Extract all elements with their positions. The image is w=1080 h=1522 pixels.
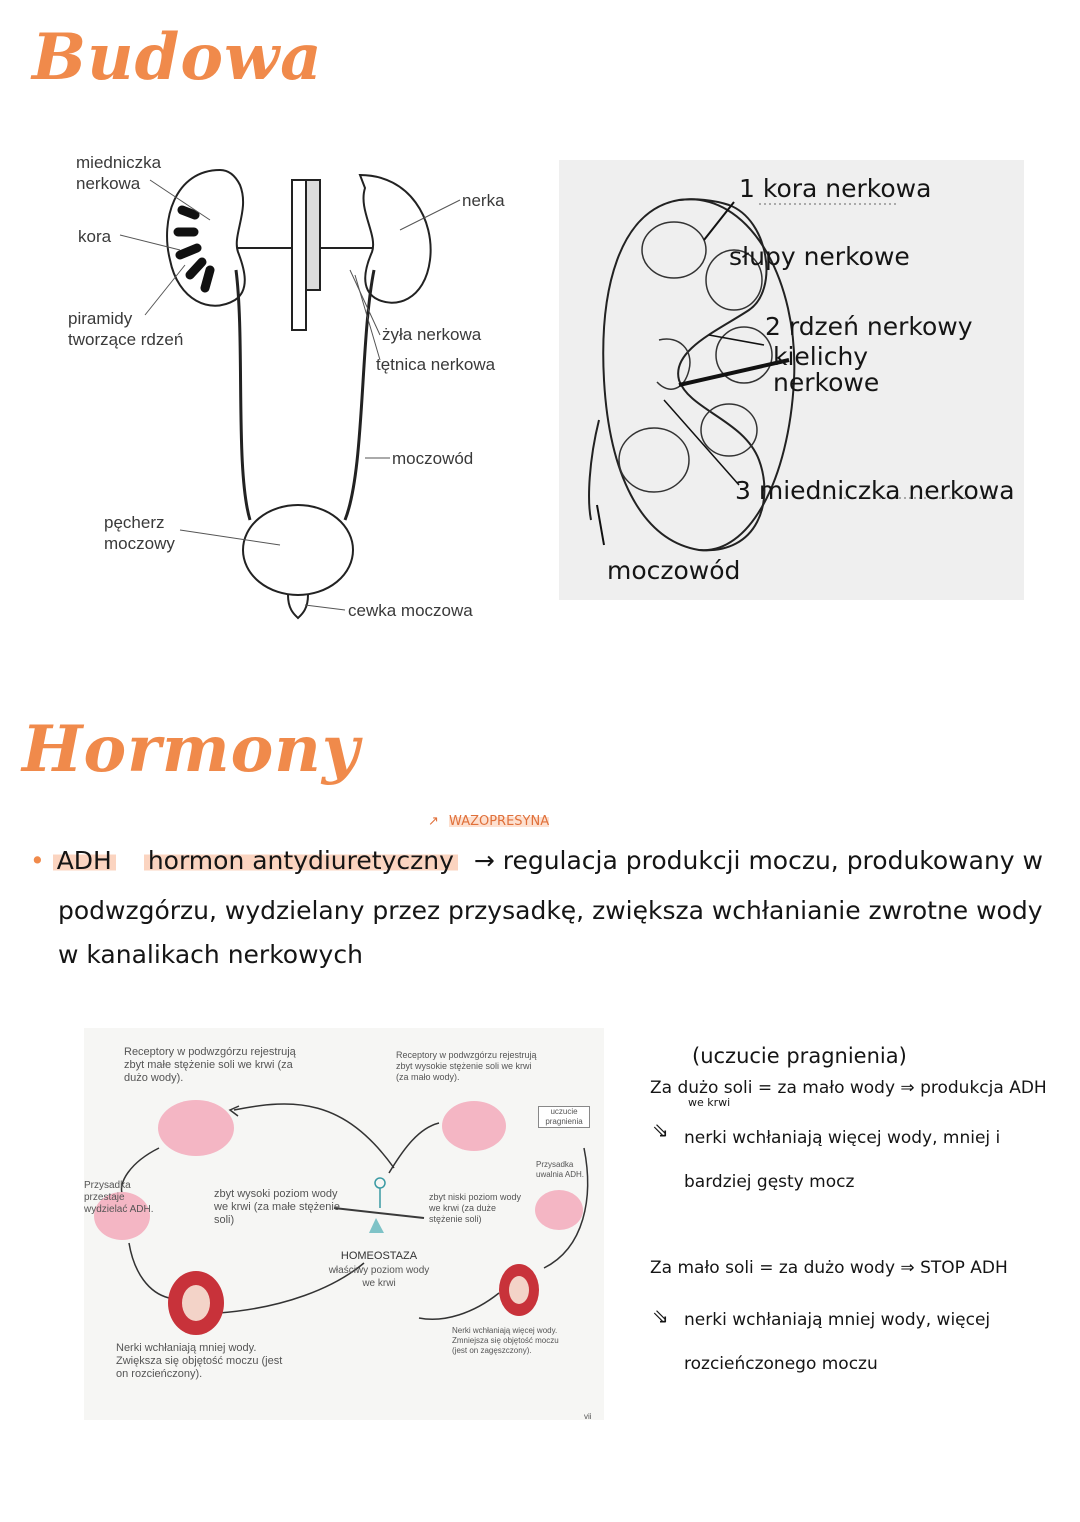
label-slupy-nerkowe: słupy nerkowe <box>729 242 910 271</box>
adh-cycle-diagram <box>84 1028 604 1420</box>
section-title-budowa: Budowa <box>32 20 323 95</box>
adh-full-name: hormon antydiuretyczny <box>144 846 458 875</box>
note-denser-urine: bardziej gęsty mocz <box>684 1172 855 1192</box>
label-kora: kora <box>78 227 112 246</box>
label-miedniczka-nerkowa-2: 3 miedniczka nerkowa <box>735 476 1015 505</box>
note-kidneys-less: nerki wchłaniają mniej wody, więcej <box>684 1310 991 1330</box>
label-kora-nerkowa: 1 kora nerkowa <box>739 174 932 203</box>
cycle-kidney-more: Nerki wchłaniają więcej wody. Zmniejsza się objętość moczu (jest on zagęszczony). <box>452 1326 559 1355</box>
note-too-much-salt: Za dużo soli = za mało wody ⇒ produkcja ADH <box>650 1078 1047 1098</box>
cycle-pituitary-stop: Przysadka przestaje wydzielać ADH. <box>84 1180 154 1215</box>
cycle-receptors-low: Receptory w podwzgórzu rejestrują zbyt małe stężenie soli we krwi (za dużo wody). <box>124 1046 296 1084</box>
label-kielichy-nerkowe: kielichy nerkowe <box>773 342 880 397</box>
label-moczowod: moczowód <box>392 449 474 468</box>
label-pecherz-moczowy: pęcherz moczowy <box>104 513 175 553</box>
adh-line1: → regulacja produkcji moczu, produkowany w <box>473 846 1043 875</box>
label-piramidy: piramidy tworzące rdzeń <box>68 309 184 349</box>
adh-term: ADH <box>53 846 116 875</box>
label-cewka-moczowa: cewka moczowa <box>348 601 473 620</box>
kidney-section-diagram <box>559 160 1024 600</box>
cycle-low-water: zbyt niski poziom wody we krwi (za duże stężenie soli) <box>429 1192 522 1224</box>
wazopresyna-note: ↗ WAZOPRESYNA <box>428 814 550 829</box>
arrow-up-icon: ↗ <box>428 814 439 829</box>
label-miedniczka-nerkowa: miedniczka nerkowa <box>76 153 162 193</box>
note-thirst: (uczucie pragnienia) <box>692 1044 907 1068</box>
urinary-system-diagram <box>60 140 540 630</box>
cycle-homeostasis-title: HOMEOSTAZA <box>340 1250 418 1262</box>
note-diluted-urine: rozcieńczonego moczu <box>684 1354 878 1374</box>
note-we-krwi: we krwi <box>688 1096 731 1109</box>
double-arrow-icon: ⇘ <box>652 1118 669 1142</box>
label-rdzen-nerkowy: 2 rdzeń nerkowy <box>765 312 973 341</box>
bullet-dot: • <box>30 846 45 875</box>
cycle-thirst-box: uczucie pragnienia <box>538 1106 590 1128</box>
cycle-kidney-less: Nerki wchłaniają mniej wody. Zwiększa się objętość moczu (jest on rozcieńczony). <box>116 1342 283 1380</box>
adh-line3: w kanalikach nerkowych <box>58 940 363 969</box>
label-tetnica-nerkowa: tętnica nerkowa <box>376 355 496 374</box>
cycle-homeostasis-desc: właściwy poziom wody we krwi <box>328 1265 430 1289</box>
note-kidneys-more: nerki wchłaniają więcej wody, mniej i <box>684 1128 1001 1148</box>
label-moczowod-2: moczowód <box>607 556 741 585</box>
cycle-page-number: vii <box>584 1412 592 1421</box>
label-zyla-nerkowa: żyła nerkowa <box>382 325 482 344</box>
double-arrow-icon-2: ⇘ <box>652 1304 669 1328</box>
cycle-receptors-high: Receptory w podwzgórzu rejestrują zbyt wysokie stężenie soli we krwi (za mało wody). <box>396 1050 537 1082</box>
note-too-little-salt: Za mało soli = za dużo wody ⇒ STOP ADH <box>650 1258 1008 1278</box>
cycle-pituitary-release: Przysadka uwalnia ADH. <box>536 1160 585 1179</box>
urinary-system-illustration <box>60 140 540 630</box>
adh-definition <box>30 846 1050 875</box>
adh-line2: podwzgórzu, wydzielany przez przysadkę, zwiększa wchłanianie zwrotne wody <box>58 896 1043 925</box>
label-nerka: nerka <box>462 191 505 210</box>
section-title-hormony: Hormony <box>22 712 360 787</box>
cycle-high-water: zbyt wysoki poziom wody we krwi (za małe stężenie soli) <box>214 1188 340 1226</box>
